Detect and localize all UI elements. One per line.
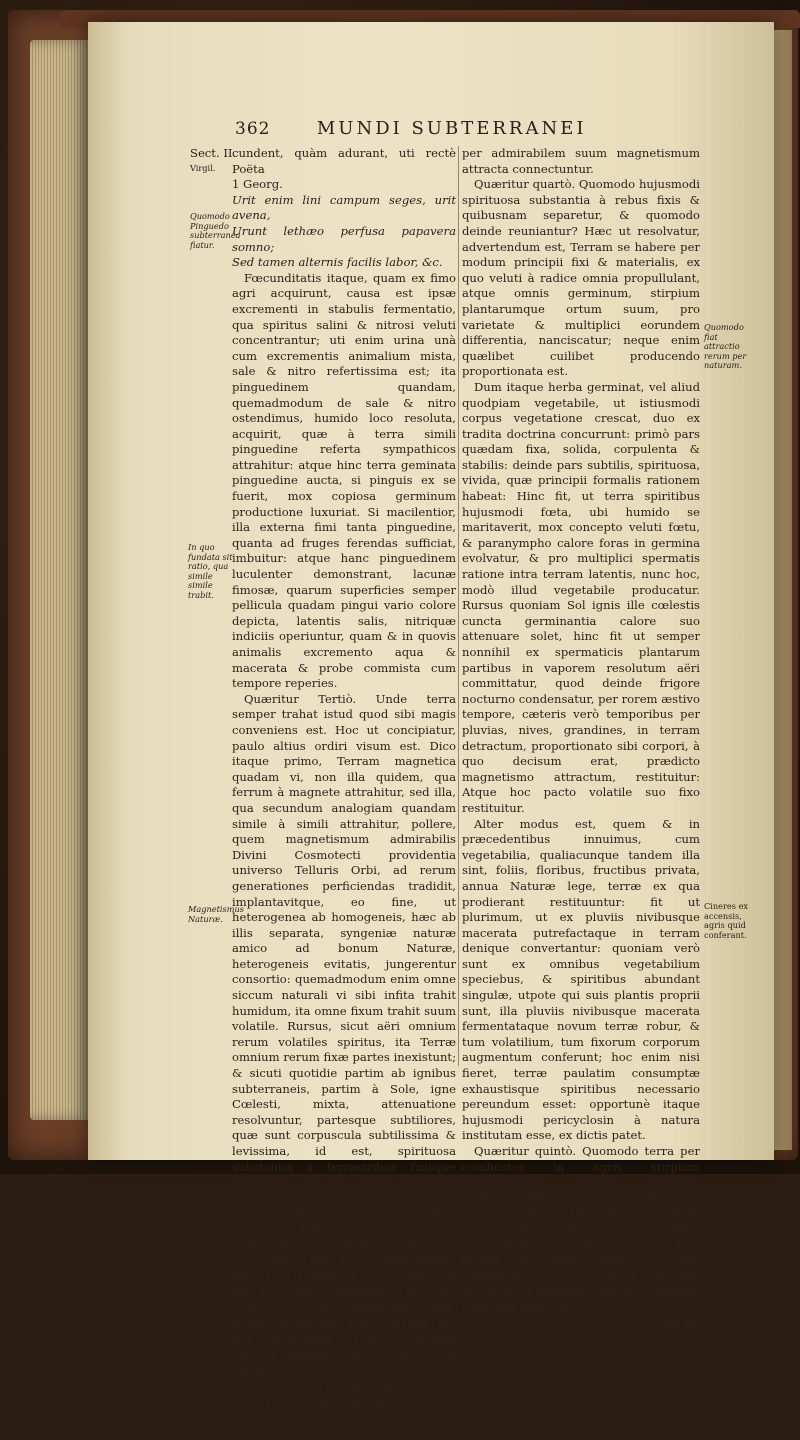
verse-line-3: Sed tamen alternis facilis labor, &c.: [232, 255, 443, 270]
right-para-4: Quæritur quintò. Quomodo terra per combustos in agris stirpium graminumque cineres fœcunda reddatur? Mirum fanè nonnulli videri posset, ex destructivis rebus, cujusmodi sal & cinis sunt, agros nonnullam fœcunditatem concipere posse: fieri tamen id annua ubique locorum experientia docet. Quod Naturæ arcanum ut pandatur, ita ratiocinamur: Cum tam terrestria: [462, 1144, 700, 1314]
catchword: qu àm: [663, 1315, 700, 1330]
left-para-6: Quæritur Tertiò. Unde terra semper trahat istud quod sibi magis conveniens est. Hoc ut concipiatur, paulo altius ordiri visum est. Dico itaque primo, Terram magnetica quadam vi, non illa quidem, qua ferrum à magnete attrahitur, sed illa, qua secundum analogiam quandam simile à simili attrahitur, pollere, quem magnetismum admirabilis Divini Cosmotecti providentia universo Telluris Orbi, ad rerum generationes perficiendas tradidit, implantavitque, eo fine, ut heterogenea ab homogeneis, hæc ab illis separata, syngeniæ naturæ amico ad bonum Naturæ, heterogeneis evitatis, jungerentur consortio: quemadmodum enim omne siccum naturali vi sibi infita trahit humidum, ita omne fixum trahit suum volatile. Rursus, sicut aëri omnium rerum volatiles spiritus, ita Terræ omnium rerum fixæ partes inexistunt; & sicuti quotidie partim ab ignibus subterraneis, partim à Sole, igne Cœlesti, mixta, attenuatione resolvuntur, partesque subtiliores, quæ sunt corpuscula subtilissima & levissima, id est, spirituosa substantia à terrestribus fixisque separatur; ita ne terra tantorum emissione spirituum, cum tempore consumeretur, ei vis quædam necessaria fuit, qua separati spiritus hujusmodi suis à quibus evolaverant corporibus iterum conjungerentur. Illa vis nihil aliud est, quàm appetitus rerum, quo unumquodque suo corpori, à quo separatum erat, reuniri desiderat. Hinc spiritus illi, seu subtilissima corpuscula, quibus aër ex omnium rerum substantiis separatis refertus est, sive ventorum flatu, sive pluviis, nive, grandinibus in terram feruntur, perinde est, mox singula singulis sibi similibus proportionatisque: [232, 691, 456, 1439]
verse-line-1: Urit enim lini campum seges, urit avena,: [232, 192, 456, 223]
margin-magnetismus: Magnetismus Naturæ.: [188, 904, 244, 924]
margin-quomodo-fiat: Quomodo fiat attractio rerum per naturam.: [704, 322, 747, 371]
left-column: [232, 146, 456, 1440]
column-divider: [458, 146, 459, 1066]
margin-virgil: Virgil.: [190, 163, 216, 173]
running-title: MUNDI SUBTERRANEI: [316, 118, 587, 139]
left-para-0: cundent, quàm adurant, uti rectè Poëta: [232, 146, 456, 176]
page-edges: [30, 40, 90, 1120]
margin-quomodo-pinguedo: Quomodo Pinguedo subterranea fiatur.: [190, 211, 241, 250]
margin-cineres: Cineres ex accensis, agris quid conferant.: [704, 901, 749, 940]
right-column: [462, 146, 700, 1331]
page-header: [235, 118, 586, 139]
right-para-3: Alter modus est, quem & in præcedentibus innuimus, cum vegetabilia, qualiacunque tandem illa sint, foliis, floribus, fructibus privata, annua Naturæ lege, terræ ex qua prodierant restituuntur: fit ut plurimum, ut ex pluviis nivibusque macerata putrefactaque in terram denique convertantur: quoniam verò sunt ex omnibus vegetabilium speciebus, & spiritibus abundant singulæ, utpote qui suis plantis proprii sunt, illa pluviis nivibusque macerata fermentataque novum terræ robur, & tum volatilium, tum fixorum corporum augmentum conferunt; hoc enim nisi fieret, terræ paulatim consumptæ exhaustisque spiritibus necessario pereundum esset: opportunè itaque hujusmodi pericyclosin à natura institutam esse, ex dictis patet.: [462, 816, 700, 1143]
left-para-5: Fœcunditatis itaque, quam ex fimo agri acquirunt, causa est ipsæ excrementi in stabulis fermentatio, qua spiritus salini & nitrosi veluti concentrantur; uti enim urina unà cum excrementis animalium mista, sale & nitro refertissima est; ita pinguedinem quandam, quemadmodum de sale & nitro ostendimus, humido loco resoluta, acquirit, quæ à terra simili pinguedine referta sympathicos attrahitur: atque hinc terra geminata pinguedine aucta, si pinguis ex se fuerit, mox copiosa germinum productione luxuriat. Si macilentior, illa externa fimi tanta pinguedine, quanta ad fruges ferendas sufficiat, imbuitur: atque hanc pinguedinem luculenter demonstrant, lacunæ fimosæ, quarum superficies semper pellicula quadam pingui vario colore depicta, latentis salis, nitriquæ indiciis operiuntur, quam & in quovis animalis excremento aqua & macerata & probe commista cum tempore reperies.: [232, 270, 456, 691]
page-number: 362: [235, 119, 271, 139]
right-para-1: Quæritur quartò. Quomodo hujusmodi spirituosa substantia à rebus fixis & quibusnam separetur, & quomodo deinde reuniantur? Hæc ut resolvatur, advertendum est, Terram se habere per modum principii fixi & materialis, ex quo veluti à radice omnia propullulant, atque omnis germinum, stirpium plantarumque ortum suum, pro varietate & multiplici eorundem differentia, nanciscatur; neque enim quælibet cuilibet producendo proportionata est.: [462, 177, 700, 379]
right-para-2: Dum itaque herba germinat, vel aliud quodpiam vegetabile, ut istiusmodi corpus vegetatione crescat, duo ex tradita doctrina concurrunt: primò pars quædam fixa, solida, corpulenta & stabilis: deinde pars subtilis, spirituosa, vivida, quæ principii formalis rationem habeat: Hinc fit, ut terra spiritibus hujusmodi fœta, ubi humido se maritaverit, mox concepto veluti fœtu, & paranympho calore foras in germina evolvatur, & pro multiplici spermatis ratione intra terram latentis, nunc hoc, modò illud vegetabile producatur. Rursus quoniam Sol ignis ille cœlestis cuncta germinantia calore suo attenuare solet, hinc fit ut semper nonnihil ex spermaticis plantarum partibus in vaporem resolutum aëri committatur, quod deinde frigore nocturno condensatur, per rorem æstivo tempore, cæteris verò temporibus per pluvias, nives, grandines, in terram detractum, proportionato sibi corpori, à quo decisum erat, prædicto magnetismo attractum, restituitur: Atque hoc pacto volatile suo fixo restituitur.: [462, 379, 700, 815]
right-para-0: per admirabilem suum magnetismum attracta connectuntur.: [462, 146, 700, 176]
margin-in-quo-fundata: In quo fundata sit ratio, qua simile simile trabit.: [188, 542, 233, 600]
section-marker: Sect. II.: [190, 146, 237, 160]
verse-line-2: Urunt lethæo perfusa papavera somno;: [232, 223, 456, 254]
left-para-1: 1 Georg.: [232, 177, 283, 192]
